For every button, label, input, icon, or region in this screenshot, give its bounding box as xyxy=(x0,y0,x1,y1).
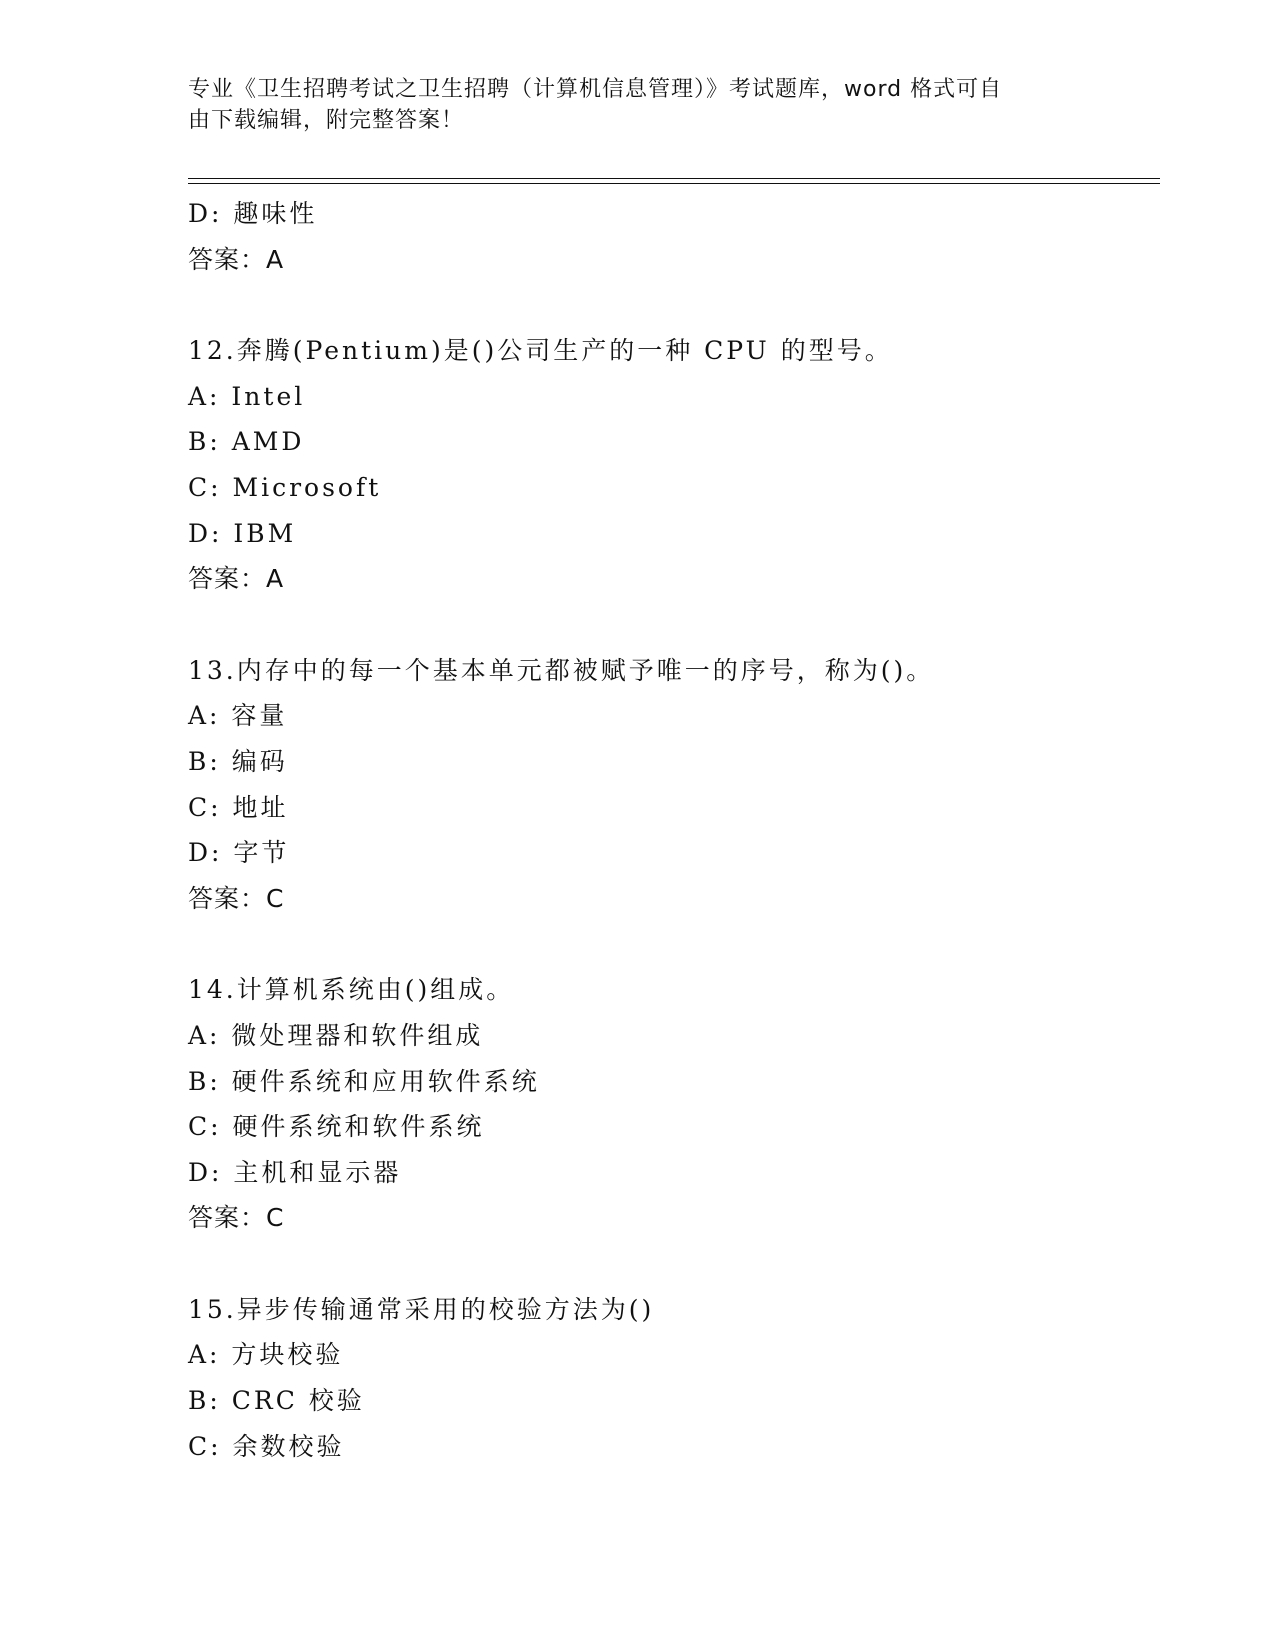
answer-line: 答案：C xyxy=(188,883,285,913)
option-a: A: Intel xyxy=(188,381,306,411)
question-stem: 15.异步传输通常采用的校验方法为() xyxy=(188,1294,655,1324)
header-divider-top xyxy=(188,178,1160,179)
answer-line: 答案：C xyxy=(188,1203,285,1233)
question-12 xyxy=(188,328,1168,602)
option-b: B: 编码 xyxy=(188,746,288,776)
option-a: A: 方块校验 xyxy=(188,1340,344,1370)
option-d: D: 主机和显示器 xyxy=(188,1157,402,1187)
option-b: B: AMD xyxy=(188,427,305,457)
header-line-1: 专业《卫生招聘考试之卫生招聘（计算机信息管理）》考试题库，word 格式可自 xyxy=(188,77,1003,102)
header-divider-bottom xyxy=(188,183,1160,184)
question-15 xyxy=(188,1287,1168,1469)
option-b: B: 硬件系统和应用软件系统 xyxy=(188,1066,540,1096)
question-13 xyxy=(188,648,1168,922)
document-header xyxy=(188,74,1068,136)
question-stem: 13.内存中的每一个基本单元都被赋予唯一的序号，称为()。 xyxy=(188,655,935,685)
question-11-fragment xyxy=(188,191,1168,282)
answer-line: 答案：A xyxy=(188,564,285,594)
option-c: C: Microsoft xyxy=(188,472,382,502)
question-stem: 14.计算机系统由()组成。 xyxy=(188,975,515,1005)
option-d: D: 趣味性 xyxy=(188,199,318,228)
option-a: A: 容量 xyxy=(188,701,288,731)
option-a: A: 微处理器和软件组成 xyxy=(188,1020,484,1050)
option-d: D: 字节 xyxy=(188,838,290,868)
question-list xyxy=(188,191,1168,1469)
option-d: D: IBM xyxy=(188,518,297,548)
header-line-2: 由下载编辑，附完整答案！ xyxy=(188,108,465,133)
question-stem: 12.奔腾(Pentium)是()公司生产的一种 CPU 的型号。 xyxy=(188,336,893,366)
answer-line: 答案：A xyxy=(188,244,285,274)
option-c: C: 地址 xyxy=(188,792,289,822)
option-c: C: 余数校验 xyxy=(188,1431,345,1461)
option-c: C: 硬件系统和软件系统 xyxy=(188,1112,485,1142)
question-14 xyxy=(188,967,1168,1241)
option-b: B: CRC 校验 xyxy=(188,1386,365,1416)
